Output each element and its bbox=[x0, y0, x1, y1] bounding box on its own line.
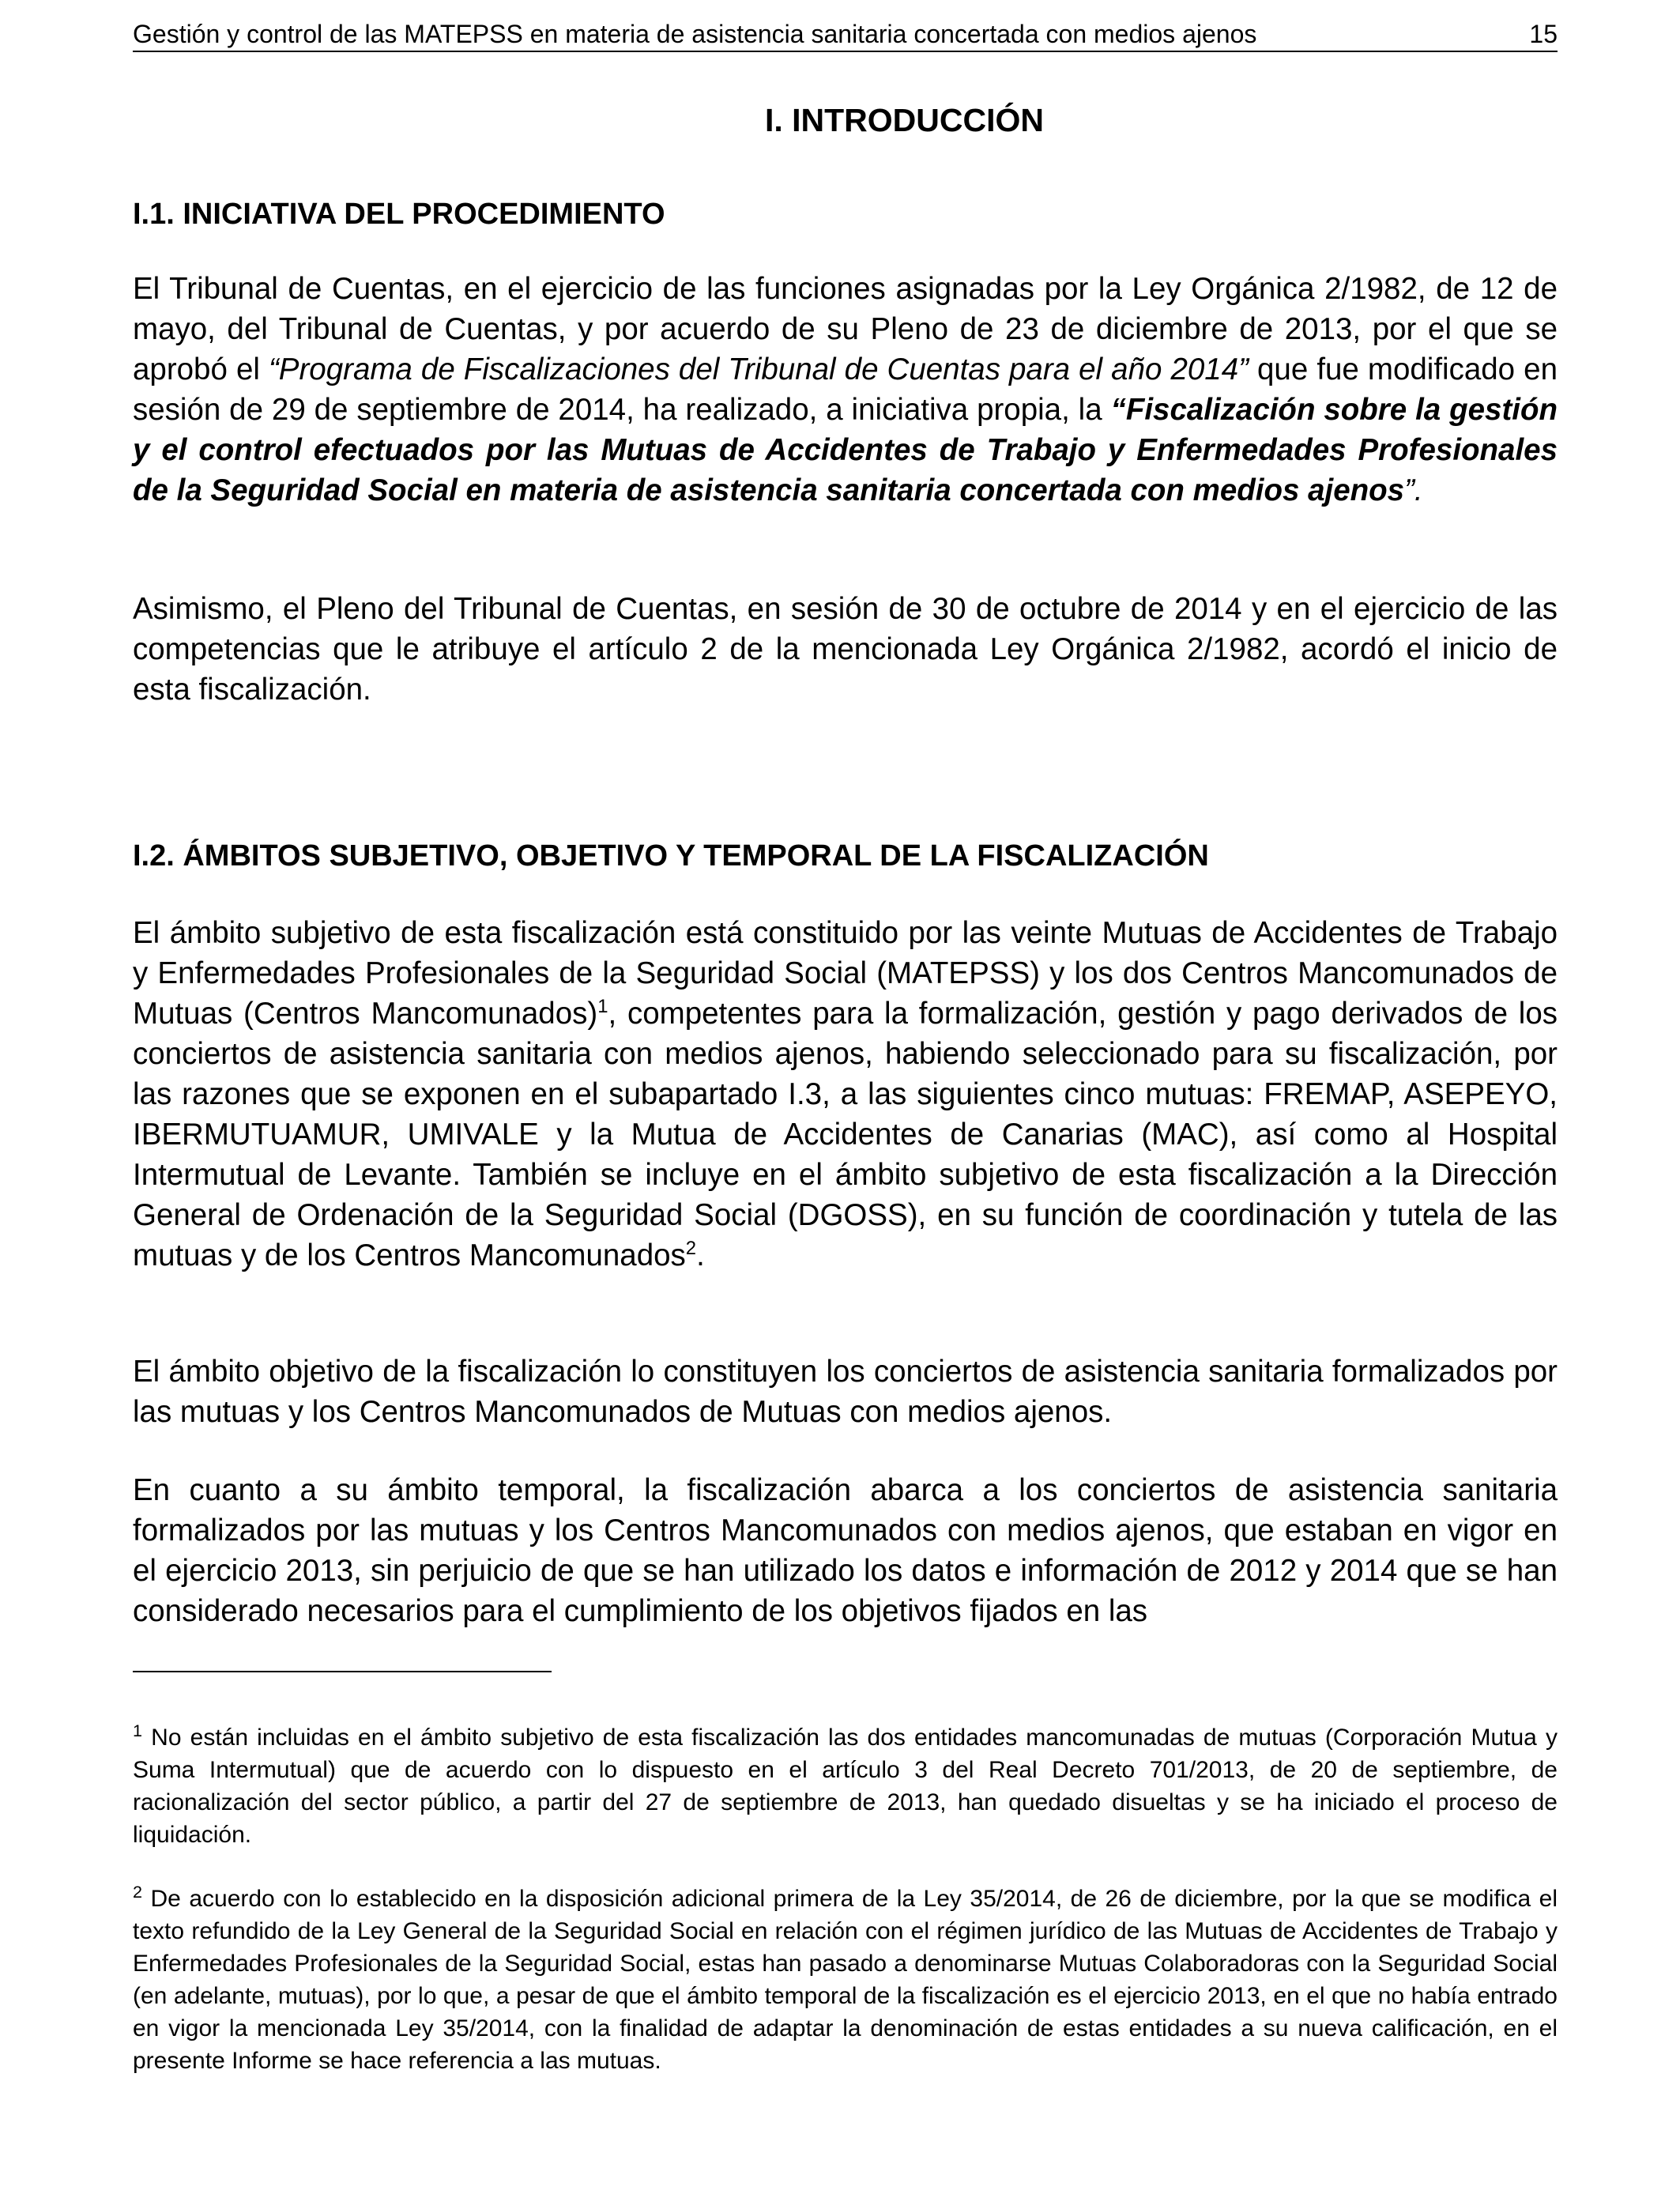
running-header bbox=[133, 17, 1558, 52]
footnote-1 bbox=[133, 1721, 1558, 1851]
text-run: , competentes para la formalización, gestión y pago derivados de los conciertos de asistencia sanitaria con medios ajenos, habiendo seleccionado para su fiscalización, por las razones que se exponen en el subapartado I.3, a las siguientes cinco mutuas: FREMAP, ASEPEYO, IBERMUTUAMUR, UMIVALE y la Mutua de Accidentes de Canarias (MAC), así como al Hospital Intermutual de Levante. También se incluye en el ámbito subjetivo de esta fiscalización a la Dirección General de Ordenación de la Seguridad Social (DGOSS), en su función de coordinación y tutela de las mutuas y de los Centros Mancomunados bbox=[133, 997, 1558, 1272]
text-run: ”. bbox=[1404, 473, 1423, 507]
section-heading-1: I.1. INICIATIVA DEL PROCEDIMIENTO bbox=[133, 198, 665, 231]
paragraph-iniciativa-1 bbox=[133, 269, 1558, 511]
paragraph-iniciativa-2: Asimismo, el Pleno del Tribunal de Cuentas, en sesión de 30 de octubre de 2014 y en el ejercicio de las competencias que le atribuye el artículo 2 de la mencionada Ley Orgánica 2/1982, acordó el inicio de esta fiscalización. bbox=[133, 592, 1558, 707]
running-title: Gestión y control de las MATEPSS en materia de asistencia sanitaria concertada con medios ajenos bbox=[133, 20, 1257, 48]
paragraph-ambitos-2: El ámbito objetivo de la fiscalización lo constituyen los conciertos de asistencia sanitaria formalizados por las mutuas y los Centros Mancomunados de Mutuas con medios ajenos. bbox=[133, 1355, 1558, 1429]
audit-title-bold-italic: “Fiscalización sobre la gestión y el control efectuados por las Mutuas de Accidentes de Trabajo y Enfermedades Profesionales de la Seguridad Social en materia de asistencia sanitaria concertada con medios ajenos bbox=[133, 393, 1558, 507]
section-heading-2: I.2. ÁMBITOS SUBJETIVO, OBJETIVO Y TEMPORAL DE LA FISCALIZACIÓN bbox=[133, 839, 1209, 873]
footnote-separator bbox=[133, 1671, 552, 1672]
footnote-ref-2[interactable]: 2 bbox=[685, 1238, 697, 1260]
footnote-2 bbox=[133, 1883, 1558, 2077]
paragraph-ambitos-3: En cuanto a su ámbito temporal, la fiscalización abarca a los conciertos de asistencia sanitaria formalizados por las mutuas y los Centros Mancomunados con medios ajenos, que estaban en vigor en el ejercicio 2013, sin perjuicio de que se han utilizado los datos e información de 2012 y 2014 que se han considerado necesarios para el cumplimiento de los objetivos fijados en las bbox=[133, 1473, 1558, 1628]
page-number: 15 bbox=[1529, 20, 1558, 48]
chapter-title: I. INTRODUCCIÓN bbox=[764, 102, 1045, 138]
paragraph-ambitos-1 bbox=[133, 913, 1558, 1276]
text-run: . bbox=[696, 1238, 705, 1272]
text-run: El ámbito subjetivo de esta fiscalización está constituido por las veinte Mutuas de Accidentes de Trabajo y Enfermedades Profesionales de la Seguridad Social (MATEPSS) y los dos Centros Mancomunados de Mutuas (Centros Mancomunados) bbox=[133, 916, 1558, 1031]
footnote-mark: 1 bbox=[133, 1721, 143, 1740]
footnote-ref-1[interactable]: 1 bbox=[597, 996, 608, 1018]
text-run: El Tribunal de Cuentas, en el ejercicio de las funciones asignadas por la Ley Orgánica 2/1982, de 12 de mayo, del Tribunal de Cuentas, y por acuerdo de su Pleno de 23 de diciembre de 2013, por el que se aprobó el bbox=[133, 272, 1558, 386]
program-title-italic: “Programa de Fiscalizaciones del Tribunal de Cuentas para el año 2014” bbox=[268, 352, 1249, 386]
document-page bbox=[133, 0, 1558, 2194]
footnote-text: De acuerdo con lo establecido en la disposición adicional primera de la Ley 35/2014, de 26 de diciembre, por la que se modifica el texto refundido de la Ley General de la Seguridad Social en relación con el régimen jurídico de las Mutuas de Accidentes de Trabajo y Enfermedades Profesionales de la Seguridad Social, estas han pasado a denominarse Mutuas Colaboradoras con la Seguridad Social (en adelante, mutuas), por lo que, a pesar de que el ámbito temporal de la fiscalización es el ejercicio 2013, en el que no había entrado en vigor la mencionada Ley 35/2014, con la finalidad de adaptar la denominación de estas entidades a su nueva calificación, en el presente Informe se hace referencia a las mutuas. bbox=[133, 1886, 1558, 2074]
footnote-mark: 2 bbox=[133, 1882, 143, 1902]
footnote-text: No están incluidas en el ámbito subjetivo de esta fiscalización las dos entidades mancomunadas de mutuas (Corporación Mutua y Suma Intermutual) que de acuerdo con lo dispuesto en el artículo 3 del Real Decreto 701/2013, de 20 de septiembre, de racionalización del sector público, a partir del 27 de septiembre de 2013, han quedado disueltas y se ha iniciado el proceso de liquidación. bbox=[133, 1725, 1558, 1848]
text-run: que fue modificado en sesión de 29 de septiembre de 2014, ha realizado, a iniciativa propia, la bbox=[133, 352, 1558, 427]
